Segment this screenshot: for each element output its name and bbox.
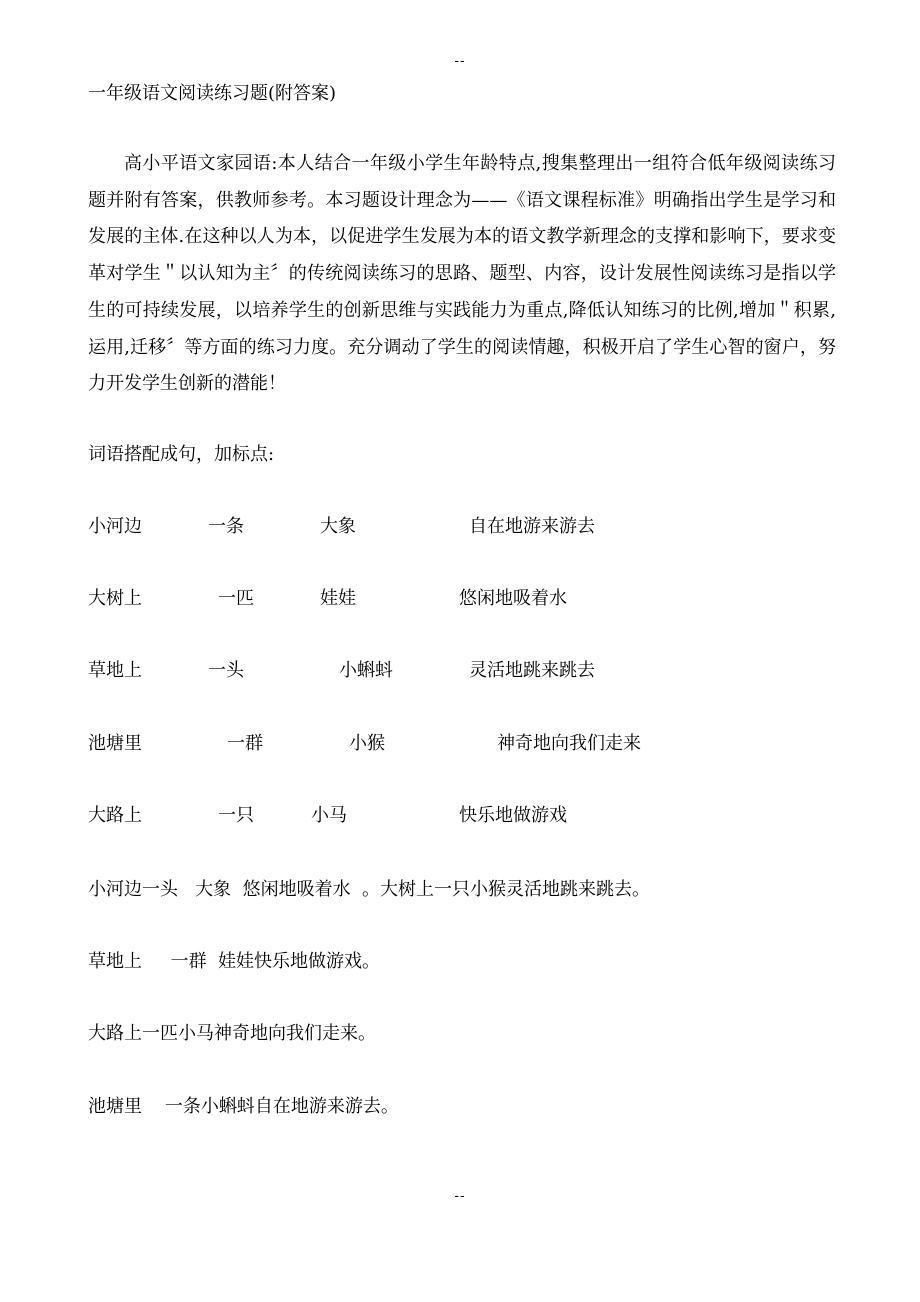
word-row [0,729,920,755]
word-action: 悠闲地吸着水 [459,588,567,609]
word-noun: 小马 [311,805,347,826]
word-place: 大路上 [88,805,142,826]
document-title: 一年级语文阅读练习题(附答案) [88,83,337,104]
word-place: 草地上 [88,660,142,681]
word-action: 自在地游来游去 [469,516,595,537]
word-action: 神奇地向我们走来 [497,733,641,754]
word-place: 池塘里 [88,733,142,754]
word-place: 小河边 [88,516,142,537]
word-measure: 一头 [208,660,244,681]
page-marker-bottom: -- [454,1187,466,1203]
word-measure: 一只 [218,805,254,826]
answer-line: 池塘里 一条小蝌蚪自在地游来游去。 [88,1096,399,1117]
word-noun: 娃娃 [320,588,356,609]
answer-line: 草地上 一群 娃娃快乐地做游戏。 [88,951,381,972]
word-noun: 小蝌蚪 [339,660,393,681]
word-action: 灵活地跳来跳去 [469,660,595,681]
word-noun: 大象 [320,516,356,537]
word-action: 快乐地做游戏 [459,805,567,826]
word-measure: 一条 [208,516,244,537]
intro-paragraph: 高小平语文家园语:本人结合一年级小学生年龄特点,搜集整理出一组符合低年级阅读练习题并附有答案，供教师参考。本习题设计理念为——《语文课程标准》明确指出学生是学习和发展的主体.在这种以人为本，以促进学生发展为本的语文教学新理念的支撑和影响下，要求变革对学生＂以认知为主〞的传统阅读练习的思路、题型、内容，设计发展性阅读练习是指以学生的可持续发展，以培养学生的创新思维与实践能力为重点,降低认知练习的比例,增加＂积累,运用,迁移〞等方面的练习力度。充分调动了学生的阅读情趣，积极开启了学生心智的窗户，努力开发学生创新的潜能！ [88,153,836,395]
answer-line: 小河边一头 大象 悠闲地吸着水 。大树上一只小猴灵活地跳来跳去。 [88,879,651,900]
exercise-heading: 词语搭配成句，加标点: [88,444,275,465]
word-measure: 一匹 [218,588,254,609]
word-row [0,656,920,682]
word-noun: 小猴 [349,733,385,754]
word-measure: 一群 [227,733,263,754]
page-marker-top: -- [454,52,466,68]
answer-line: 大路上一匹小马神奇地向我们走来。 [88,1023,376,1044]
word-row [0,584,920,610]
word-row [0,801,920,827]
word-place: 大树上 [88,588,142,609]
word-row [0,512,920,538]
